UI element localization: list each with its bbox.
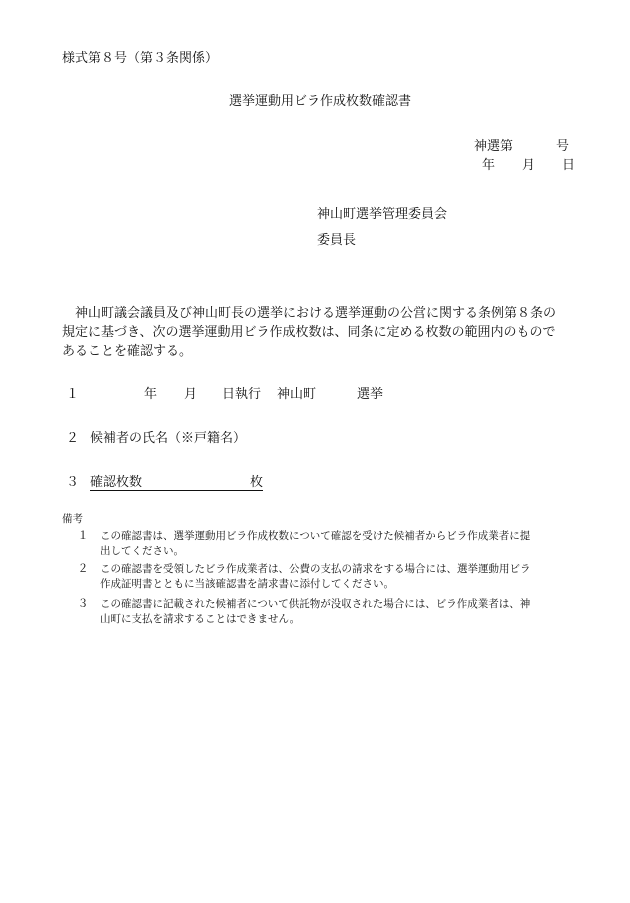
date-month: 月 <box>522 158 536 173</box>
item1-month: 月 <box>184 387 198 402</box>
item1-election: 選挙 <box>357 387 384 402</box>
item1-day-exec: 日執行 <box>222 387 262 402</box>
doc-number-prefix: 神選第 <box>474 139 514 154</box>
doc-number-suffix: 号 <box>556 139 570 154</box>
note-2-line-2: 作成証明書とともに当該確認書を請求書に添付してください。 <box>100 578 394 590</box>
body-line-1: 神山町議会議員及び神山町長の選挙における選挙運動の公営に関する条例第８条の <box>75 306 557 321</box>
note-3-number: ３ <box>77 597 89 610</box>
note-3-line-1: この確認書に記載された候補者について供託物が没収された場合には、ビラ作成業者は、神 <box>100 598 531 610</box>
item2-number: ２ <box>66 431 80 446</box>
note-2-number: ２ <box>77 562 89 575</box>
form-number: 様式第８号（第３条関係） <box>62 51 219 66</box>
note-2-line-1: この確認書を受領したビラ作成業者は、公費の支払の請求をする場合には、選挙運動用ビラ <box>100 563 531 575</box>
item3-number: ３ <box>66 475 80 490</box>
note-1-number: １ <box>77 529 89 542</box>
item3-underline <box>90 490 263 491</box>
item1-town: 神山町 <box>277 387 317 402</box>
issuer-title: 委員長 <box>317 233 357 248</box>
item1-year: 年 <box>144 387 158 402</box>
body-line-3: あることを確認する。 <box>62 344 193 359</box>
remarks-heading: 備考 <box>62 513 83 525</box>
note-3-line-2: 山町に支払を請求することはできません。 <box>100 613 301 625</box>
body-line-2: 規定に基づき、次の選挙運動用ビラ作成枚数は、同条に定める枚数の範囲内のもので <box>62 325 556 340</box>
date-day: 日 <box>562 158 576 173</box>
item2-candidate-name-label: 候補者の氏名（※戸籍名） <box>90 431 247 446</box>
note-1-line-2: 出してください。 <box>100 545 184 557</box>
issuer-org: 神山町選挙管理委員会 <box>317 207 448 222</box>
note-1-line-1: この確認書は、選挙運動用ビラ作成枚数について確認を受けた候補者からビラ作成業者に提 <box>100 530 531 542</box>
item1-number: １ <box>66 387 80 402</box>
item3-confirmed-count-label: 確認枚数 <box>90 475 143 490</box>
date-year: 年 <box>482 158 496 173</box>
item3-unit: 枚 <box>250 475 264 490</box>
document-title: 選挙運動用ビラ作成枚数確認書 <box>228 94 411 109</box>
